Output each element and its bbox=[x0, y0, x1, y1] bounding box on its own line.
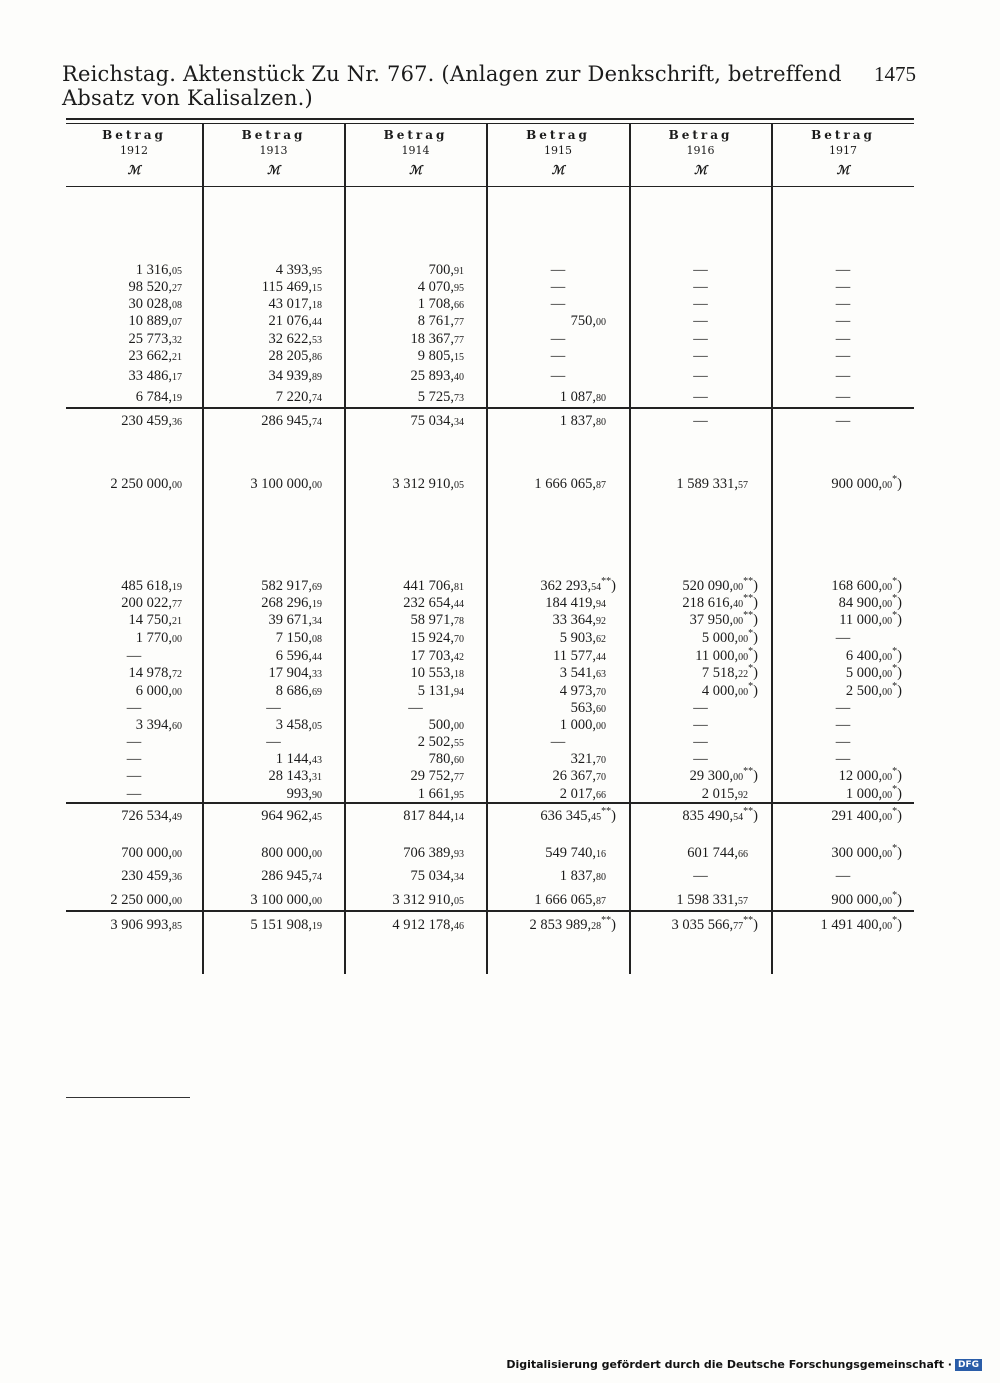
table-cell: — bbox=[550, 331, 566, 347]
table-cell: 30 028,08 bbox=[128, 296, 182, 312]
table-cell: 900 000,00*) bbox=[831, 474, 902, 492]
column-header-1917 bbox=[772, 128, 914, 186]
table-cell: 29 752,77 bbox=[410, 768, 464, 784]
table-cell: 726 534,49 bbox=[121, 808, 182, 824]
table-cell: — bbox=[126, 734, 142, 750]
table-cell: — bbox=[835, 751, 851, 767]
table-cell: 4 000,00*) bbox=[701, 681, 758, 699]
table-cell: 362 293,54**) bbox=[540, 576, 616, 594]
table-cell: 2 015,92 bbox=[701, 786, 748, 802]
column-label: Betrag bbox=[668, 128, 733, 142]
table-cell: 2 017,66 bbox=[559, 786, 606, 802]
table-cell: 441 706,81 bbox=[403, 578, 464, 594]
table-cell: 14 978,72 bbox=[128, 665, 182, 681]
table-cell: 780,60 bbox=[428, 751, 464, 767]
table-cell: 10 553,18 bbox=[410, 665, 464, 681]
table-cell: — bbox=[266, 734, 281, 750]
table-cell: 18 367,77 bbox=[410, 331, 464, 347]
column-currency: ℳ bbox=[694, 163, 707, 177]
table-cell: 1 316,05 bbox=[135, 262, 182, 278]
table-cell: 29 300,00**) bbox=[689, 766, 758, 784]
table-cell: 10 889,07 bbox=[128, 313, 182, 329]
table-cell: 636 345,45**) bbox=[540, 806, 616, 824]
table-cell: 286 945,74 bbox=[261, 413, 322, 429]
table-cell: 900 000,00*) bbox=[831, 890, 902, 908]
column-label: Betrag bbox=[241, 128, 306, 142]
table-cell: 582 917,69 bbox=[261, 578, 322, 594]
column-label: Betrag bbox=[526, 128, 590, 142]
table-cell: — bbox=[693, 262, 708, 278]
table-cell: 33 486,17 bbox=[128, 368, 182, 384]
table-cell: 98 520,27 bbox=[128, 279, 182, 295]
table-cell: — bbox=[550, 296, 566, 312]
table-cell: 7 518,22*) bbox=[701, 663, 758, 681]
table-cell: 28 143,31 bbox=[268, 768, 322, 784]
table-cell: — bbox=[550, 734, 566, 750]
table-cell: 500,00 bbox=[428, 717, 464, 733]
table-cell: — bbox=[550, 368, 566, 384]
table-cell: 75 034,34 bbox=[410, 868, 464, 884]
footnote-rule bbox=[66, 1097, 190, 1098]
table-cell: 485 618,19 bbox=[121, 578, 182, 594]
table-cell: — bbox=[693, 313, 708, 329]
table-cell: 1 589 331,57 bbox=[676, 476, 748, 492]
table-cell: 1 087,80 bbox=[559, 389, 606, 405]
table-cell: 291 400,00*) bbox=[831, 806, 902, 824]
table-cell: 6 400,00*) bbox=[845, 646, 902, 664]
table-cell: 700 000,00 bbox=[121, 845, 182, 861]
table-cell: 520 090,00**) bbox=[682, 576, 758, 594]
total-rule bbox=[66, 910, 914, 912]
table-cell: 1 666 065,87 bbox=[534, 892, 606, 908]
table-cell: 7 220,74 bbox=[275, 389, 322, 405]
table-cell: 1 598 331,57 bbox=[676, 892, 748, 908]
table-cell: 3 035 566,77**) bbox=[671, 915, 758, 933]
table-cell: 3 312 910,05 bbox=[392, 892, 464, 908]
column-year: 1914 bbox=[401, 144, 430, 157]
column-year: 1917 bbox=[829, 144, 857, 157]
table-cell: 268 296,19 bbox=[261, 595, 322, 611]
table-cell: 39 671,34 bbox=[268, 612, 322, 628]
table-cell: — bbox=[835, 868, 851, 884]
table-cell: 23 662,21 bbox=[128, 348, 182, 364]
table-cell: 4 070,95 bbox=[417, 279, 464, 295]
table-cell: 232 654,44 bbox=[403, 595, 464, 611]
table-cell: — bbox=[693, 868, 708, 884]
table-cell: 28 205,86 bbox=[268, 348, 322, 364]
table-cell: — bbox=[835, 717, 851, 733]
column-header-1916 bbox=[630, 128, 771, 186]
table-cell: 1 000,00*) bbox=[845, 784, 902, 802]
table-cell: 964 962,45 bbox=[261, 808, 322, 824]
table-cell: — bbox=[693, 413, 708, 429]
table-cell: 168 600,00*) bbox=[831, 576, 902, 594]
table-cell: 2 250 000,00 bbox=[110, 892, 182, 908]
top-double-rule-1 bbox=[66, 118, 914, 120]
subtotal-rule-2 bbox=[66, 802, 914, 804]
table-cell: 34 939,89 bbox=[268, 368, 322, 384]
column-currency: ℳ bbox=[267, 163, 280, 177]
table-cell: — bbox=[835, 262, 851, 278]
column-header-1915 bbox=[487, 128, 629, 186]
table-cell: 230 459,36 bbox=[121, 868, 182, 884]
table-cell: 3 458,05 bbox=[275, 717, 322, 733]
table-cell: 33 364,92 bbox=[552, 612, 606, 628]
table-cell: 5 000,00*) bbox=[845, 663, 902, 681]
table-cell: 15 924,70 bbox=[410, 630, 464, 646]
table-cell: 17 904,33 bbox=[268, 665, 322, 681]
table-cell: — bbox=[550, 262, 566, 278]
table-cell: — bbox=[693, 348, 708, 364]
table-cell: 1 661,95 bbox=[417, 786, 464, 802]
credit-text: Digitalisierung gefördert durch die Deutsche Forschungsgemeinschaft · bbox=[506, 1358, 952, 1371]
column-year: 1913 bbox=[259, 144, 288, 157]
header-bottom-rule bbox=[66, 186, 914, 187]
table-cell: — bbox=[693, 751, 708, 767]
table-cell: 2 502,55 bbox=[417, 734, 464, 750]
table-cell: — bbox=[835, 296, 851, 312]
table-cell: 11 000,00*) bbox=[695, 646, 758, 664]
table-cell: 2 250 000,00 bbox=[110, 476, 182, 492]
table-cell: — bbox=[693, 734, 708, 750]
table-cell: 1 837,80 bbox=[559, 413, 606, 429]
table-cell: 115 469,15 bbox=[261, 279, 322, 295]
table-cell: 1 144,43 bbox=[275, 751, 322, 767]
table-cell: 26 367,70 bbox=[552, 768, 606, 784]
column-year: 1916 bbox=[686, 144, 715, 157]
table-cell: 549 740,16 bbox=[545, 845, 606, 861]
column-header-1912 bbox=[66, 128, 202, 186]
table-cell: 5 903,62 bbox=[559, 630, 606, 646]
table-cell: 12 000,00*) bbox=[838, 766, 902, 784]
table-cell: 321,70 bbox=[570, 751, 606, 767]
table-cell: 700,91 bbox=[428, 262, 464, 278]
table-cell: 1 000,00 bbox=[559, 717, 606, 733]
column-currency: ℳ bbox=[836, 163, 850, 177]
table-cell: 200 022,77 bbox=[121, 595, 182, 611]
table-cell: 218 616,40**) bbox=[682, 593, 758, 611]
column-year: 1912 bbox=[120, 144, 148, 157]
table-cell: — bbox=[126, 700, 142, 716]
table-cell: — bbox=[550, 348, 566, 364]
column-header-1914 bbox=[345, 128, 486, 186]
table-cell: 3 541,63 bbox=[559, 665, 606, 681]
table-cell: — bbox=[693, 717, 708, 733]
table-cell: — bbox=[693, 279, 708, 295]
column-currency: ℳ bbox=[551, 163, 565, 177]
table-cell: 5 151 908,19 bbox=[250, 917, 322, 933]
table-cell: 6 000,00 bbox=[135, 683, 182, 699]
table-cell: — bbox=[408, 700, 423, 716]
table-cell: — bbox=[126, 768, 142, 784]
table-cell: — bbox=[693, 368, 708, 384]
table-cell: 9 805,15 bbox=[417, 348, 464, 364]
column-label: Betrag bbox=[102, 128, 166, 142]
table-cell: 2 853 989,28**) bbox=[529, 915, 616, 933]
table-cell: — bbox=[835, 331, 851, 347]
table-cell: 601 744,66 bbox=[687, 845, 748, 861]
table-cell: — bbox=[550, 279, 566, 295]
page-number: 1475 bbox=[874, 62, 916, 86]
table-cell: — bbox=[835, 348, 851, 364]
table-cell: — bbox=[126, 648, 142, 664]
table-cell: 25 893,40 bbox=[410, 368, 464, 384]
table-cell: 3 394,60 bbox=[135, 717, 182, 733]
table-cell: 43 017,18 bbox=[268, 296, 322, 312]
table-cell: 3 100 000,00 bbox=[250, 892, 322, 908]
table-cell: — bbox=[126, 751, 142, 767]
table-cell: 800 000,00 bbox=[261, 845, 322, 861]
page-title: Reichstag. Aktenstück Zu Nr. 767. (Anlagen zur Denkschrift, betreffend Absatz von Kalisalzen.) bbox=[62, 62, 842, 110]
table-cell: 32 622,53 bbox=[268, 331, 322, 347]
table-cell: 6 784,19 bbox=[135, 389, 182, 405]
table-cell: 3 100 000,00 bbox=[250, 476, 322, 492]
table-cell: 58 971,78 bbox=[410, 612, 464, 628]
table-cell: 993,90 bbox=[286, 786, 322, 802]
table-cell: 14 750,21 bbox=[128, 612, 182, 628]
column-header-1913 bbox=[203, 128, 344, 186]
table-cell: — bbox=[693, 331, 708, 347]
table-cell: — bbox=[835, 313, 851, 329]
table-cell: 11 000,00*) bbox=[839, 610, 902, 628]
table-cell: 706 389,93 bbox=[403, 845, 464, 861]
table-cell: 1 708,66 bbox=[417, 296, 464, 312]
table-cell: — bbox=[835, 413, 851, 429]
page-header bbox=[62, 62, 916, 110]
table-cell: 230 459,36 bbox=[121, 413, 182, 429]
table-cell: 17 703,42 bbox=[410, 648, 464, 664]
table-cell: 4 912 178,46 bbox=[392, 917, 464, 933]
table-cell: — bbox=[835, 630, 851, 646]
column-currency: ℳ bbox=[127, 163, 141, 177]
table-cell: 3 906 993,85 bbox=[110, 917, 182, 933]
table-cell: — bbox=[835, 700, 851, 716]
table-cell: 2 500,00*) bbox=[845, 681, 902, 699]
table-cell: 4 973,70 bbox=[559, 683, 606, 699]
column-label: Betrag bbox=[811, 128, 875, 142]
table-cell: 286 945,74 bbox=[261, 868, 322, 884]
table-cell: 1 491 400,00*) bbox=[820, 915, 902, 933]
table-cell: — bbox=[126, 786, 142, 802]
table-cell: 37 950,00**) bbox=[689, 610, 758, 628]
dfg-logo: DFG bbox=[955, 1359, 982, 1371]
table-cell: 5 000,00*) bbox=[701, 628, 758, 646]
digitization-credit bbox=[506, 1358, 982, 1371]
table-cell: 5 725,73 bbox=[417, 389, 464, 405]
table-cell: 5 131,94 bbox=[417, 683, 464, 699]
top-double-rule-2 bbox=[66, 123, 914, 124]
table-cell: 1 837,80 bbox=[559, 868, 606, 884]
table-cell: 25 773,32 bbox=[128, 331, 182, 347]
column-label: Betrag bbox=[383, 128, 448, 142]
table-cell: 3 312 910,05 bbox=[392, 476, 464, 492]
table-cell: 84 900,00*) bbox=[838, 593, 902, 611]
table-cell: — bbox=[835, 734, 851, 750]
table-cell: 1 770,00 bbox=[135, 630, 182, 646]
table-cell: — bbox=[693, 700, 708, 716]
subtotal-rule-1 bbox=[66, 407, 914, 409]
table-cell: 4 393,95 bbox=[275, 262, 322, 278]
table-cell: 11 577,44 bbox=[553, 648, 606, 664]
table-cell: 7 150,08 bbox=[275, 630, 322, 646]
table-cell: 1 666 065,87 bbox=[534, 476, 606, 492]
column-year: 1915 bbox=[544, 144, 572, 157]
table-cell: 6 596,44 bbox=[275, 648, 322, 664]
table-cell: 835 490,54**) bbox=[682, 806, 758, 824]
table-cell: 817 844,14 bbox=[403, 808, 464, 824]
table-cell: 8 761,77 bbox=[417, 313, 464, 329]
table-cell: 21 076,44 bbox=[268, 313, 322, 329]
table-cell: — bbox=[835, 279, 851, 295]
table-cell: — bbox=[693, 296, 708, 312]
table-cell: — bbox=[835, 368, 851, 384]
column-currency: ℳ bbox=[409, 163, 422, 177]
table-cell: 75 034,34 bbox=[410, 413, 464, 429]
table-cell: 750,00 bbox=[570, 313, 606, 329]
table-cell: 563,60 bbox=[570, 700, 606, 716]
table-cell: — bbox=[835, 389, 851, 405]
table-cell: 184 419,94 bbox=[545, 595, 606, 611]
table-cell: 8 686,69 bbox=[275, 683, 322, 699]
table-cell: 300 000,00*) bbox=[831, 843, 902, 861]
table-cell: — bbox=[693, 389, 708, 405]
table-cell: — bbox=[266, 700, 281, 716]
